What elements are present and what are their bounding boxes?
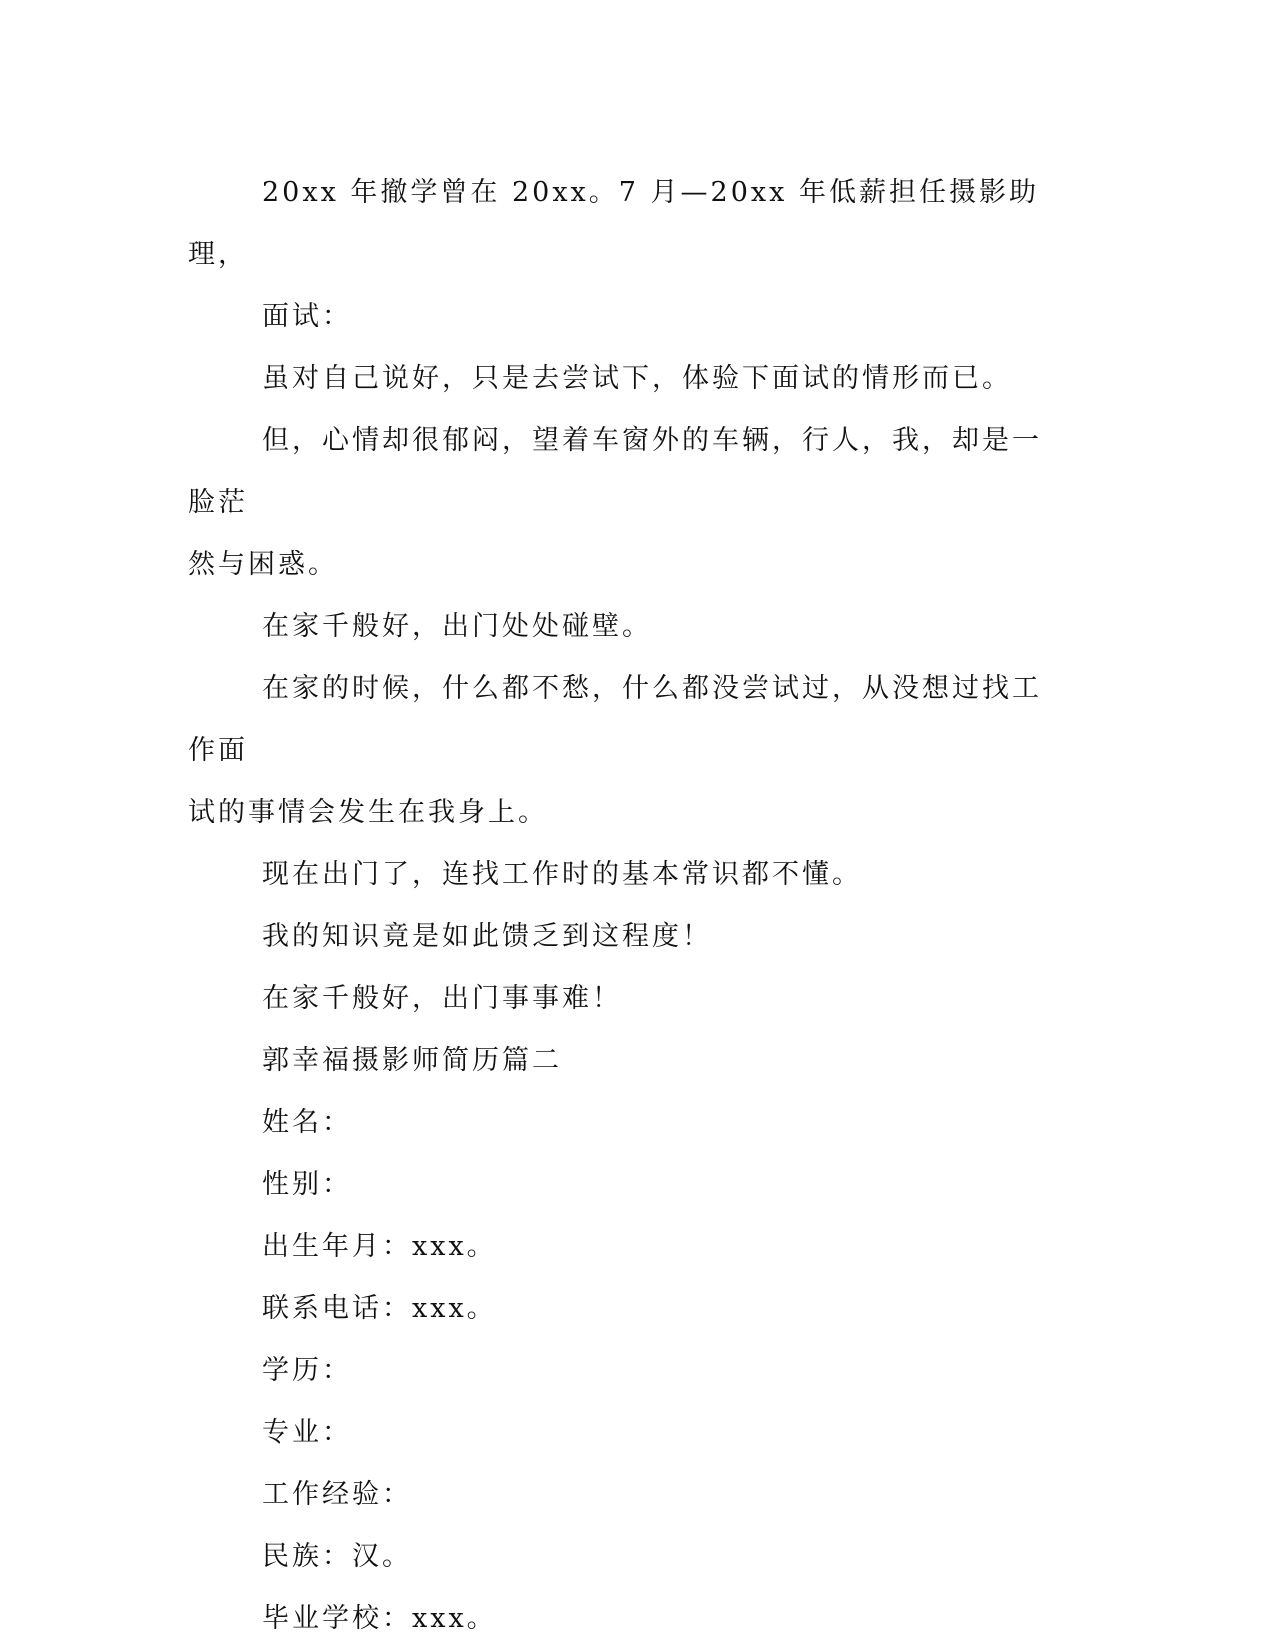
- resume-field-major: 专业：: [262, 1417, 352, 1448]
- paragraph-at-home: [188, 658, 1068, 844]
- paragraph-home-difficult: 在家千般好，出门事事难！: [262, 983, 622, 1014]
- resume-field-education: 学历：: [262, 1355, 352, 1386]
- paragraph-now-out: 现在出门了，连找工作时的基本常识都不懂。: [262, 859, 862, 890]
- section-title: 郭幸福摄影师简历篇二: [262, 1045, 562, 1076]
- paragraph-knowledge: 我的知识竟是如此馈乏到这程度！: [262, 921, 712, 952]
- document-body: [188, 162, 1068, 1650]
- resume-field-phone: 联系电话：xxx。: [262, 1293, 497, 1324]
- paragraph-home-walls: 在家千般好，出门处处碰壁。: [262, 611, 652, 642]
- paragraph-mood-line-2: 然与困惑。: [188, 549, 338, 580]
- paragraph-mood-line-1: 但，心情却很郁闷，望着车窗外的车辆，行人，我，却是一脸茫: [188, 425, 1042, 518]
- resume-field-experience: 工作经验：: [262, 1479, 412, 1510]
- resume-field-name: 姓名：: [262, 1107, 352, 1138]
- resume-field-birth: 出生年月：xxx。: [262, 1231, 497, 1262]
- resume-field-ethnicity: 民族：汉。: [262, 1541, 412, 1572]
- paragraph-interview-label: 面试：: [262, 301, 352, 332]
- paragraph-leave-school: 20xx 年撤学曾在 20xx。7 月—20xx 年低薪担任摄影助理，: [188, 177, 1039, 270]
- resume-field-gender: 性别：: [262, 1169, 352, 1200]
- paragraph-at-home-line-2: 试的事情会发生在我身上。: [188, 797, 548, 828]
- paragraph-mood: [188, 410, 1068, 596]
- resume-field-school: 毕业学校：xxx。: [262, 1603, 497, 1634]
- paragraph-try-interview: 虽对自己说好，只是去尝试下，体验下面试的情形而已。: [262, 363, 1012, 394]
- paragraph-at-home-line-1: 在家的时候，什么都不愁，什么都没尝试过，从没想过找工作面: [188, 673, 1042, 766]
